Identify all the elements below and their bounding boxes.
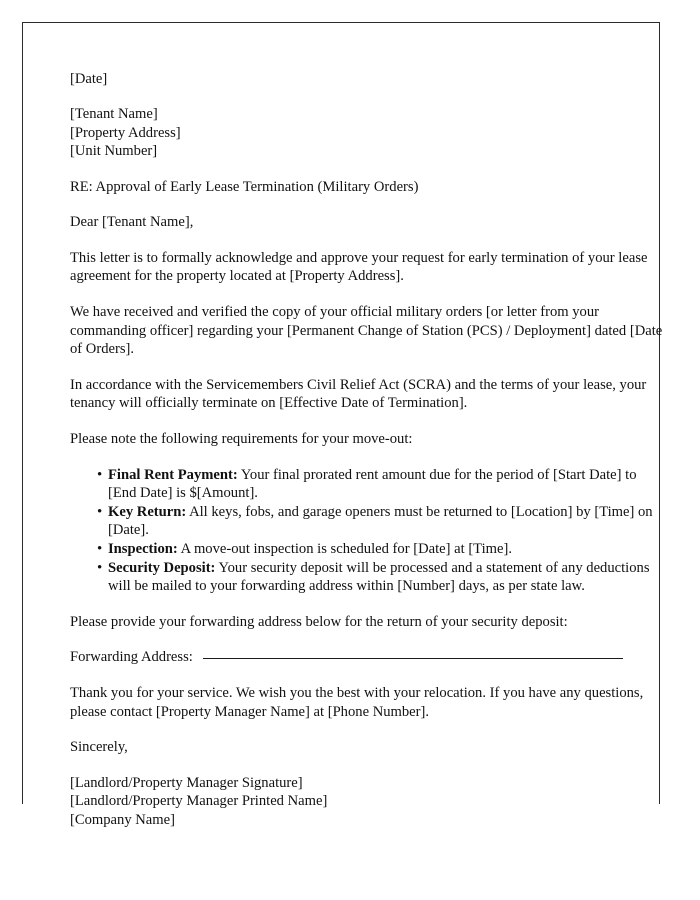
company-name-line: [Company Name] [70, 811, 175, 828]
forwarding-address-label: Forwarding Address: [70, 649, 193, 666]
subject-block [70, 178, 665, 197]
paragraph-text: This letter is to formally acknowledge and approve your request for early termination of your lease agreement for the property located at [Property Address]. [70, 249, 648, 285]
signature-block [70, 774, 665, 829]
list-item [70, 466, 665, 503]
list-item-text: Your security deposit will be processed and a statement of any deductions will be mailed to your forwarding address within [Number] days, as per state law. [108, 559, 650, 595]
recipient-line-tenant-name: [Tenant Name] [70, 106, 158, 123]
list-item-label: Inspection: [108, 540, 178, 557]
forwarding-address-input[interactable] [203, 658, 623, 659]
list-item [70, 503, 665, 540]
signature-line: [Landlord/Property Manager Signature] [70, 774, 303, 791]
list-item-label: Security Deposit: [108, 559, 216, 576]
closing-block [70, 738, 665, 757]
requirements-intro: Please note the following requirements for your move-out: [70, 430, 413, 447]
subject-line: RE: Approval of Early Lease Termination (Military Orders) [70, 178, 419, 195]
recipient-line-property-address: [Property Address] [70, 124, 181, 141]
letter-body [70, 70, 665, 829]
list-item-text: A move-out inspection is scheduled for [Date] at [Time]. [180, 540, 512, 557]
list-item [70, 540, 665, 559]
salutation: Dear [Tenant Name], [70, 214, 194, 231]
recipient-address-block [70, 105, 665, 160]
paragraph-orders-verified [70, 303, 665, 359]
list-item-text: All keys, fobs, and garage openers must be returned to [Location] by [Time] on [Date]. [108, 503, 653, 539]
paragraph-thanks [70, 684, 665, 721]
date-line: [Date] [70, 71, 108, 87]
list-item-label: Key Return: [108, 503, 187, 520]
salutation-block [70, 213, 665, 232]
paragraph-text: Thank you for your service. We wish you the best with your relocation. If you have any questions, please contact [Property Manager Name] at [Phone Number]. [70, 684, 644, 720]
list-item [70, 559, 665, 596]
date-block [70, 70, 665, 88]
forwarding-request-block [70, 613, 665, 632]
printed-name-line: [Landlord/Property Manager Printed Name] [70, 793, 328, 810]
document-page [22, 22, 663, 828]
forwarding-request-text: Please provide your forwarding address below for the return of your security deposit: [70, 613, 568, 630]
closing-text: Sincerely, [70, 739, 128, 756]
forwarding-address-row [70, 648, 665, 667]
paragraph-text: In accordance with the Servicemembers Civil Relief Act (SCRA) and the terms of your lease, your tenancy will officially terminate on [Effective Date of Termination]. [70, 376, 647, 412]
move-out-requirements-list [70, 466, 665, 596]
paragraph-scra-termination [70, 376, 665, 413]
paragraph-approval [70, 249, 665, 286]
recipient-line-unit-number: [Unit Number] [70, 143, 158, 160]
requirements-intro-block [70, 430, 665, 449]
paragraph-text: We have received and verified the copy of your official military orders [or letter from your commanding officer] regarding your [Permanent Change of Station (PCS) / Deployment] dated [Date of Orders]. [70, 304, 663, 358]
list-item-label: Final Rent Payment: [108, 466, 238, 483]
list-item-text: Your final prorated rent amount due for the period of [Start Date] to [End Date] is $[Amount]. [108, 466, 637, 502]
